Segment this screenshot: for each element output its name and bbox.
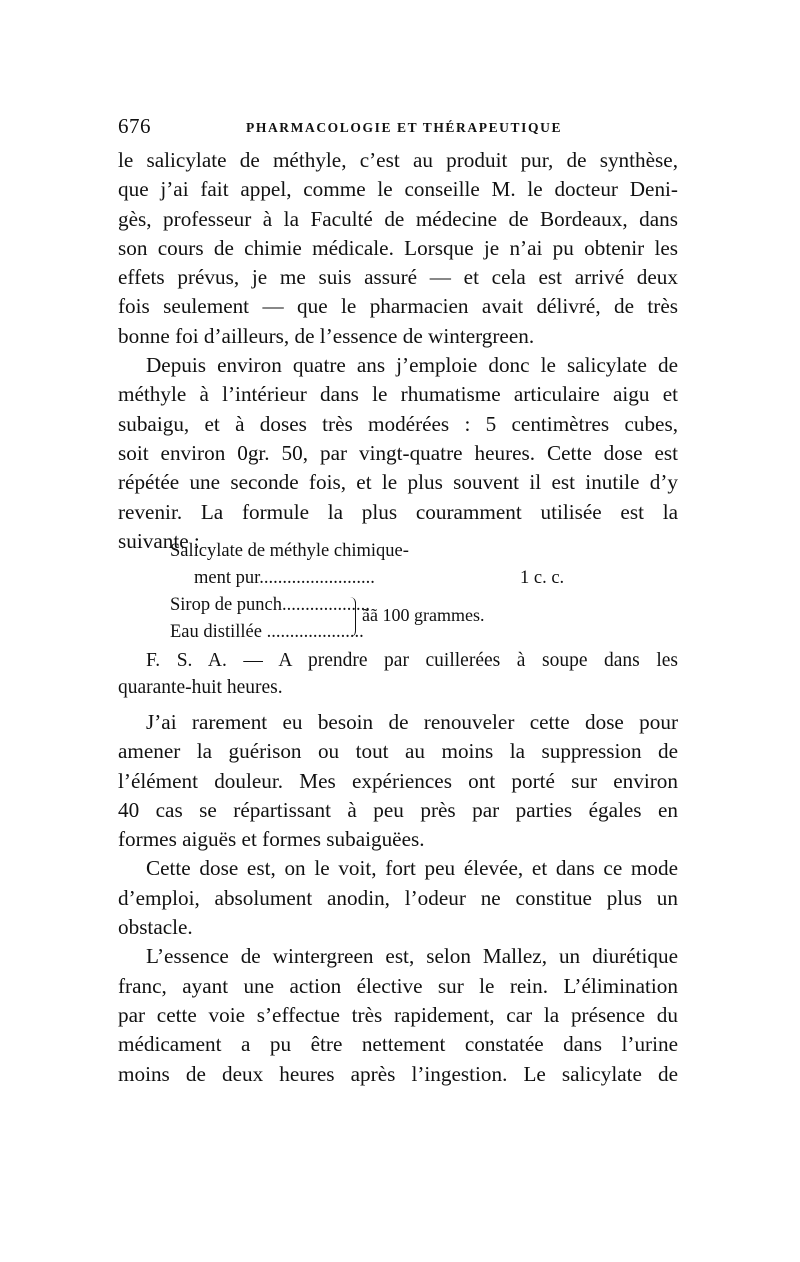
text-line: fois seulement — que le pharmacien avait délivré, de très	[118, 294, 678, 319]
recipe-quantity: 1 c. c.	[520, 568, 565, 588]
text-line: soit environ 0gr. 50, par vingt-quatre heures. Cette dose est	[118, 440, 678, 465]
text-line: subaigu, et à doses très modérées : 5 centimètres cubes,	[118, 411, 678, 436]
recipe-line	[118, 538, 678, 565]
paragraph-5	[118, 942, 678, 1088]
paragraph-2	[118, 351, 678, 556]
text-line: son cours de chimie médicale. Lorsque je n’ai pu obtenir les	[118, 235, 678, 260]
paragraph-4	[118, 854, 678, 942]
text-line: méthyle à l’intérieur dans le rhumatisme articulaire aigu et	[118, 382, 678, 407]
paragraph-3	[118, 708, 678, 854]
body-text-upper	[118, 146, 678, 556]
text-line: formes aiguës et formes subaiguëes.	[118, 827, 425, 852]
text-line: amener la guérison ou tout au moins la suppression de	[118, 739, 678, 764]
text-line: que j’ai fait appel, comme le conseille M. le docteur Deni-	[118, 177, 678, 202]
text-line: moins de deux heures après l’ingestion. Le salicylate de	[118, 1061, 678, 1086]
text-line: F. S. A. — A prendre par cuillerées à soupe dans les	[146, 650, 678, 671]
text-line: franc, ayant une action élective sur le rein. L’élimination	[118, 973, 678, 998]
text-line: Depuis environ quatre ans j’emploie donc le salicylate de	[146, 353, 678, 378]
page-number: 676	[118, 114, 151, 138]
body-text-lower	[118, 708, 678, 1089]
recipe-line	[118, 565, 678, 592]
text-line: J’ai rarement eu besoin de renouveler cette dose pour	[146, 710, 678, 734]
text-line: bonne foi d’ailleurs, de l’essence de wintergreen.	[118, 323, 535, 348]
text-line: médicament a pu être nettement constatée dans l’urine	[118, 1032, 678, 1057]
text-line: L’essence de wintergreen est, selon Mallez, un diurétique	[146, 944, 678, 969]
text-line: Cette dose est, on le voit, fort peu élevée, et dans ce mode	[146, 856, 678, 881]
recipe-ingredient: ment pur.........................	[194, 568, 375, 588]
text-line: par cette voie s’effectue très rapidement, car la présence du	[118, 1002, 678, 1027]
text-line: gès, professeur à la Faculté de médecine de Bordeaux, dans	[118, 206, 678, 231]
page-header	[118, 114, 678, 144]
text-line: suivante :	[118, 528, 200, 553]
text-line: obstacle.	[118, 915, 193, 940]
text-line: revenir. La formule la plus couramment utilisée est la	[118, 499, 678, 524]
recipe-ingredient: Salicylate de méthyle chimique-	[170, 541, 409, 561]
recipe-ingredient: Eau distillée .....................	[170, 622, 364, 642]
recipe-formula	[118, 538, 678, 646]
running-head: PHARMACOLOGIE ET THÉRAPEUTIQUE	[246, 120, 563, 135]
recipe-brace	[345, 597, 356, 637]
text-line: répétée une seconde fois, et le plus souvent il est inutile d’y	[118, 470, 678, 495]
paragraph-1	[118, 146, 678, 351]
recipe-ingredient: Sirop de punch...................	[170, 595, 370, 615]
text-line: l’élément douleur. Mes expériences ont porté sur environ	[118, 768, 678, 793]
prescription-instruction	[118, 647, 678, 701]
text-line: d’emploi, absolument anodin, l’odeur ne constitue plus un	[118, 885, 678, 910]
text-line: le salicylate de méthyle, c’est au produit pur, de synthèse,	[118, 148, 678, 172]
recipe-quantity: ãã 100 grammes.	[362, 605, 485, 625]
text-line: effets prévus, je me suis assuré — et cela est arrivé deux	[118, 265, 678, 290]
text-line: quarante-huit heures.	[118, 677, 283, 698]
text-line: 40 cas se répartissant à peu près par parties égales en	[118, 797, 678, 822]
